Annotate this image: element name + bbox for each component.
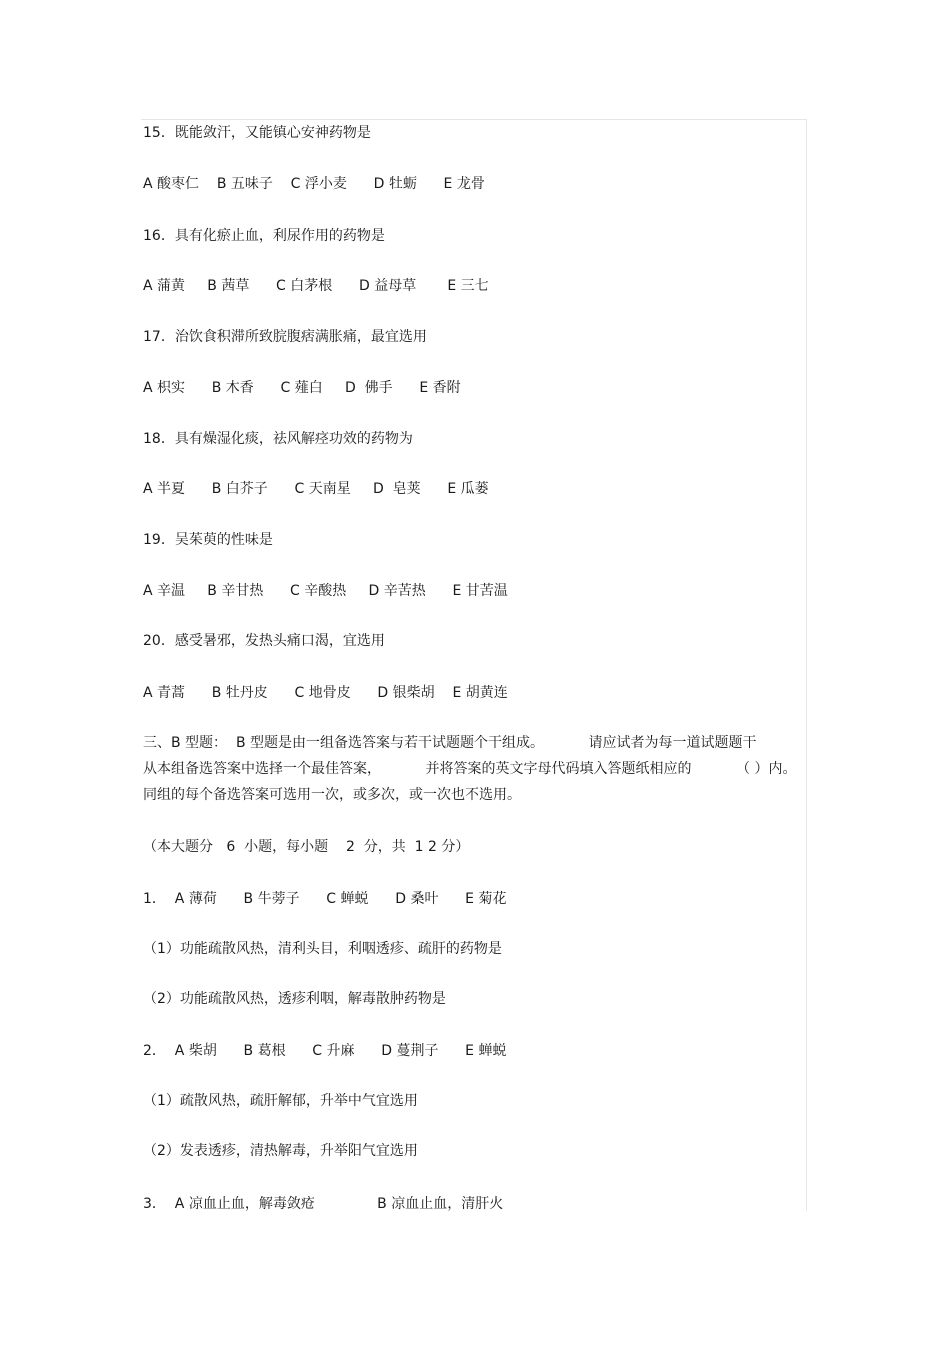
section3-instructions-line-2: 从本组备选答案中选择一个最佳答案， 并将答案的英文字母代码填入答题纸相应的 （ ）内。: [143, 761, 797, 777]
question-17-options: A 枳实 B 木香 C 薤白 D 佛手 E 香附: [143, 380, 461, 396]
question-16-stem: 16．具有化瘀止血，利尿作用的药物是: [143, 228, 385, 244]
section3-instructions: [143, 730, 807, 808]
group-2-item-2: （2）发表透疹，清热解毒，升举阳气宜选用: [143, 1143, 418, 1159]
question-15-options: A 酸枣仁 B 五味子 C 浮小麦 D 牡蛎 E 龙骨: [143, 176, 485, 192]
group-1-item-2: （2）功能疏散风热，透疹利咽，解毒散肿药物是: [143, 991, 446, 1007]
question-17-stem: 17．治饮食积滞所致脘腹痞满胀痛，最宜选用: [143, 329, 427, 345]
section3-score-note: （本大题分 6 小题，每小题 2 分，共 1 2 分）: [143, 839, 470, 855]
question-19-options: A 辛温 B 辛甘热 C 辛酸热 D 辛苦热 E 甘苦温: [143, 583, 508, 599]
section3-instructions-line-1: 三、B 型题： B 型题是由一组备选答案与若干试题题个干组成。 请应试者为每一道试题题干: [143, 735, 757, 751]
group-1-item-1: （1）功能疏散风热，清利头目，利咽透疹、疏肝的药物是: [143, 941, 502, 957]
question-20-stem: 20．感受暑邪，发热头痛口渴，宜选用: [143, 633, 385, 649]
section3-instructions-line-3: 同组的每个备选答案可选用一次，或多次，或一次也不选用。: [143, 787, 521, 803]
group-3-options: 3． A 凉血止血，解毒敛疮 B 凉血止血，清肝火: [143, 1196, 504, 1212]
group-1-options: 1． A 薄荷 B 牛蒡子 C 蝉蜕 D 桑叶 E 菊花: [143, 891, 507, 907]
question-15-stem: 15．既能敛汗，又能镇心安神药物是: [143, 125, 371, 141]
group-2-item-1: （1）疏散风热，疏肝解郁，升举中气宜选用: [143, 1093, 418, 1109]
question-20-options: A 青蒿 B 牡丹皮 C 地骨皮 D 银柴胡 E 胡黄连: [143, 685, 508, 701]
question-18-options: A 半夏 B 白芥子 C 天南星 D 皂荚 E 瓜蒌: [143, 481, 489, 497]
question-19-stem: 19．吴茱萸的性味是: [143, 532, 273, 548]
question-16-options: A 蒲黄 B 茜草 C 白茅根 D 益母草 E 三七: [143, 278, 489, 294]
question-18-stem: 18．具有燥湿化痰，祛风解痉功效的药物为: [143, 431, 413, 447]
group-2-options: 2． A 柴胡 B 葛根 C 升麻 D 蔓荆子 E 蝉蜕: [143, 1043, 507, 1059]
